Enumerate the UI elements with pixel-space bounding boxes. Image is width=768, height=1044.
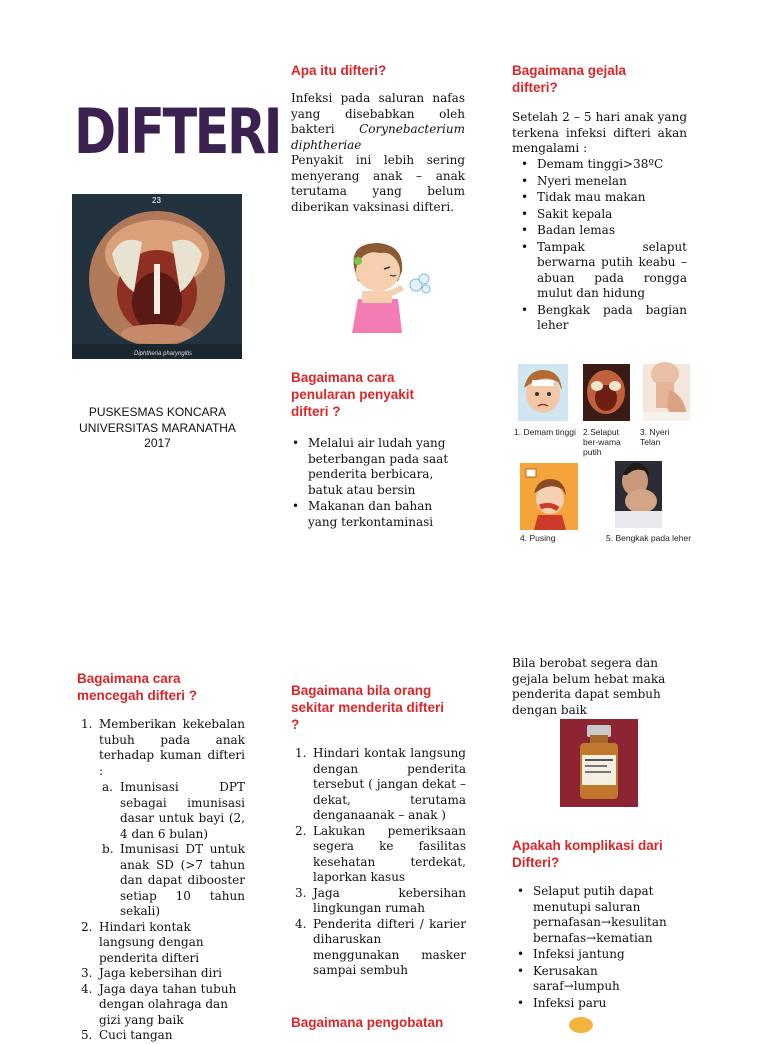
headache-child-icon	[520, 463, 578, 530]
swollen-neck-icon	[615, 461, 662, 528]
symptom-caption-2: 2.Selaput ber-wama putih	[583, 427, 621, 457]
list-item: • Infeksi jantung	[513, 947, 688, 963]
fever-child-icon	[518, 364, 568, 421]
org-line-1: PUSKESMAS KONCARA	[88, 405, 227, 419]
photo-number: 23	[152, 196, 161, 205]
list-item: Jaga daya tahan tubuh dengan olahraga dan gizi yang baik	[99, 981, 237, 1027]
list-item: • Makanan dan bahan yang terkontaminasi	[288, 499, 464, 530]
complications-heading: Apakah komplikasi dari Difteri?	[512, 838, 663, 870]
symptom-caption-4: 4. Pusing	[520, 533, 556, 543]
symptom-image-sore-throat	[643, 364, 690, 421]
partial-illustration	[566, 1012, 596, 1024]
photo-caption: Diphtheria pharyngitis	[134, 351, 193, 357]
brochure-title: DIFTERI	[74, 95, 281, 168]
treatment-heading: Bagaimana pengobatan	[291, 1015, 444, 1030]
list-item: Imunisasi DPT sebagai imunisasi dasar untuk bayi (2, 4 dan 6 bulan)	[120, 780, 245, 841]
transmission-heading: Bagaimana cara penularan penyakit difteri ?	[291, 370, 415, 419]
list-item: • Sakit kepala	[517, 207, 687, 223]
transmission-list	[288, 436, 464, 531]
list-item: • Infeksi paru	[513, 996, 688, 1012]
list-item: • Badan lemas	[517, 223, 687, 239]
symptom-caption-1: 1. Demam tinggi	[514, 427, 576, 437]
list-item: • Selaput putih dapat menutupi saluran pernafasan→kesulitan bernafas→kematian	[513, 884, 688, 946]
symptoms-heading: Bagaimana gejala difteri?	[512, 63, 627, 95]
vial-icon	[560, 719, 638, 807]
list-item: • Melalui air ludah yang beterbangan pada saat penderita berbicara, batuk atau bersin	[288, 436, 464, 498]
what-is-para-1: Infeksi pada saluran nafas yang disebabkan oleh bakteri Corynebacterium diphtheriae	[291, 91, 465, 152]
list-item: Jaga kebersihan diri	[99, 966, 223, 980]
symptom-image-headache	[520, 463, 578, 530]
list-item: • Bengkak pada bagian leher	[517, 303, 687, 334]
coughing-girl-icon	[340, 237, 435, 339]
partial-icon	[566, 1013, 596, 1025]
org-year: 2017	[144, 436, 171, 450]
list-item: Hindari kontak langsung dengan penderita tersebut ( jangan dekat – dekat, terutama denganaanak – anak )	[313, 746, 466, 822]
prevention-list	[77, 717, 245, 1044]
symptom-caption-3: 3. Nyeri Telan	[640, 427, 670, 447]
list-item: Lakukan pemeriksaan segera ke fasilitas kesehatan terdekat, laporkan kasus	[313, 823, 466, 884]
list-item: Penderita difteri / karier diharuskan menggunakan masker sampai sembuh	[313, 916, 466, 977]
list-item: • Kerusakan saraf→lumpuh	[513, 964, 688, 995]
treatment-text: Bila berobat segera dan gejala belum hebat maka penderita dapat sembuh dengan baik	[512, 656, 666, 717]
throat-photo	[72, 194, 242, 359]
antitoxin-vial-photo	[560, 719, 638, 807]
list-item: • Tidak mau makan	[517, 190, 687, 206]
what-is-para-2: Penyakit ini lebih sering menyerang anak – anak terutama yang belum diberikan vaksinasi difteri.	[291, 153, 465, 214]
list-item: Cuci tangan	[99, 1028, 173, 1042]
symptoms-list	[517, 157, 687, 335]
symptoms-intro: Setelah 2 – 5 hari anak yang terkena infeksi difteri akan mengalami :	[512, 110, 687, 155]
list-item: • Nyeri menelan	[517, 174, 687, 190]
list-item: • Tampak selaput berwarna putih keabu – abuan pada rongga mulut dan hidung	[517, 240, 687, 302]
list-item: • Demam tinggi>38ºC	[517, 157, 687, 173]
list-item: Jaga kebersihan lingkungan rumah	[313, 885, 466, 915]
list-item: Memberikan kekebalan tubuh pada anak terhadap kuman difteri : Imunisasi DPT sebagai imunisasi dasar untuk bayi (2, 4 dan 6 bulan) Imunisasi DT untuk anak SD (>7 tahun dan dapat dibooster setiap 10 tahun sekali)	[99, 717, 245, 918]
complications-list	[513, 884, 688, 1012]
throat-membrane-icon	[583, 364, 630, 421]
list-item: Hindari kontak langsung dengan penderita difteri	[99, 919, 204, 965]
neck-pain-icon	[643, 364, 690, 421]
org-line-2: UNIVERSITAS MARANATHA	[79, 420, 236, 435]
coughing-girl-illustration	[340, 237, 435, 339]
organization-block	[60, 405, 255, 452]
what-is-heading: Apa itu difteri?	[291, 63, 387, 78]
symptom-image-swollen-neck	[615, 461, 662, 528]
nearby-heading: Bagaimana bila orang sekitar menderita difteri ?	[291, 683, 445, 732]
nearby-list	[291, 746, 466, 979]
list-item: Imunisasi DT untuk anak SD (>7 tahun dan dapat dibooster setiap 10 tahun sekali)	[120, 842, 245, 918]
symptom-image-fever	[518, 364, 568, 421]
symptom-image-membrane	[583, 364, 630, 421]
symptom-caption-5: 5. Bengkak pada leher	[606, 533, 692, 543]
prevention-heading: Bagaimana cara mencegah difteri ?	[77, 671, 198, 703]
throat-illustration	[72, 194, 242, 359]
